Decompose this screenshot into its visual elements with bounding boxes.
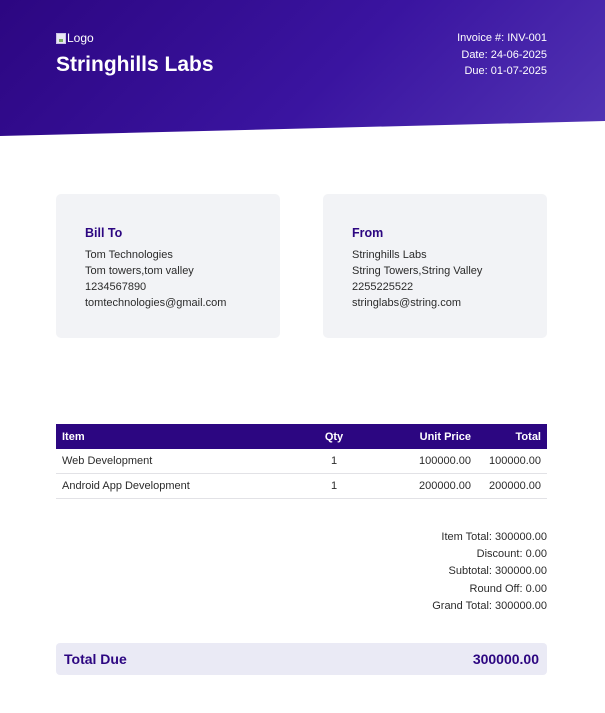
company-logo bbox=[56, 31, 94, 45]
bill-to-email: tomtechnologies@gmail.com bbox=[85, 297, 227, 309]
row-item: Android App Development bbox=[56, 474, 298, 499]
company-name: Stringhills Labs bbox=[56, 53, 214, 76]
row-unit-price: 200000.00 bbox=[370, 474, 477, 499]
row-item: Web Development bbox=[56, 449, 298, 474]
row-total: 200000.00 bbox=[477, 474, 547, 499]
header-unit-price: Unit Price bbox=[419, 430, 471, 443]
total-due-amount: 300000.00 bbox=[472, 651, 539, 667]
logo-alt-text: Logo bbox=[67, 31, 94, 45]
invoice-due-date: Due: 01-07-2025 bbox=[464, 65, 547, 77]
table-row bbox=[56, 449, 547, 474]
discount: Discount: 0.00 bbox=[476, 548, 547, 561]
header-total: Total bbox=[515, 430, 541, 443]
item-total: Item Total: 300000.00 bbox=[441, 531, 547, 543]
bill-to-title: Bill To bbox=[85, 226, 123, 240]
invoice-date: Date: 24-06-2025 bbox=[461, 48, 547, 61]
from-email: stringlabs@string.com bbox=[352, 297, 461, 309]
bill-to-name: Tom Technologies bbox=[85, 249, 173, 261]
header-item: Item bbox=[62, 430, 85, 443]
totals-summary bbox=[432, 529, 547, 615]
invoice-number: Invoice #: INV-001 bbox=[457, 32, 547, 44]
total-due-bar bbox=[56, 643, 547, 675]
grand-total: Grand Total: 300000.00 bbox=[432, 599, 547, 612]
total-due-label: Total Due bbox=[64, 651, 127, 667]
bill-to-card bbox=[56, 194, 280, 338]
line-items-table bbox=[56, 424, 547, 499]
row-qty: 1 bbox=[298, 474, 370, 499]
round-off: Round Off: 0.00 bbox=[469, 582, 547, 595]
from-name: Stringhills Labs bbox=[352, 249, 427, 261]
row-qty: 1 bbox=[298, 449, 370, 474]
bill-to-phone: 1234567890 bbox=[85, 281, 147, 293]
from-card bbox=[323, 194, 547, 338]
row-total: 100000.00 bbox=[477, 449, 547, 474]
table-header-row bbox=[56, 424, 547, 449]
subtotal: Subtotal: 300000.00 bbox=[448, 565, 547, 578]
row-unit-price: 100000.00 bbox=[370, 449, 477, 474]
from-address: String Towers,String Valley bbox=[352, 265, 483, 277]
from-phone: 2255225522 bbox=[352, 281, 414, 293]
table-row bbox=[56, 474, 547, 499]
bill-to-address: Tom towers,tom valley bbox=[85, 265, 194, 277]
header-qty: Qty bbox=[324, 430, 344, 443]
broken-image-icon bbox=[56, 33, 66, 44]
invoice-meta bbox=[457, 30, 547, 80]
from-title: From bbox=[352, 226, 384, 240]
